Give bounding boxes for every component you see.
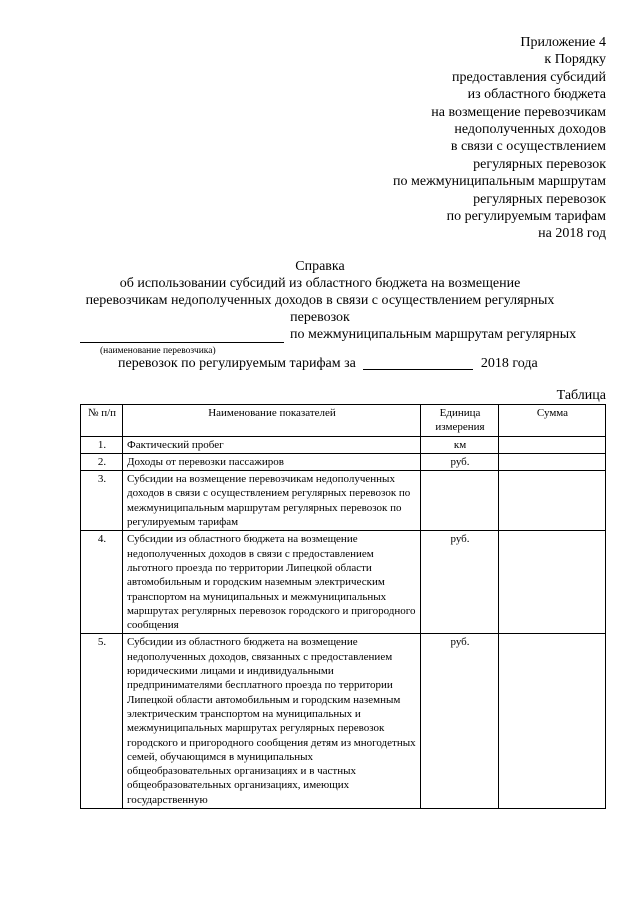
- carrier-line-text: по межмуниципальным маршрутам регулярных: [290, 327, 577, 342]
- appendix-line: из областного бюджета: [467, 87, 606, 103]
- row-name: Субсидии из областного бюджета на возмещение недополученных доходов, связанных с предоставлением юридическими лицами и индивидуальными предпринимателями бесплатного проезда по территории Липецкой области автомобильным и городским наземным электрическим транспортом на муниципальных и межмуниципальных маршрутах регулярных перевозок городского и пригородного сообщения детям из многодетных семей, обучающимся в муниципальных общеобразовательных организациях и в частных общеобразовательных организациях, имеющих государственную: [123, 634, 421, 809]
- indicators-table: [80, 404, 606, 809]
- appendix-line: регулярных перевозок: [473, 156, 606, 172]
- row-sum: [499, 531, 606, 634]
- row-num: 1.: [81, 436, 123, 453]
- appendix-line: на 2018 год: [538, 226, 606, 242]
- row-name: Фактический пробег: [123, 436, 421, 453]
- row-unit: руб.: [421, 453, 499, 470]
- carrier-name-blank[interactable]: [80, 328, 284, 343]
- row-num: 4.: [81, 531, 123, 634]
- row-num: 3.: [81, 471, 123, 531]
- table-row: [81, 634, 606, 809]
- header-name: Наименование показателей: [123, 405, 421, 437]
- title-line: об использовании субсидий из областного бюджета на возмещение: [119, 276, 521, 291]
- table-row: [81, 471, 606, 531]
- period-suffix: 2018 года: [480, 356, 538, 371]
- row-num: 5.: [81, 634, 123, 809]
- appendix-line: недополученных доходов: [454, 122, 606, 138]
- table-row: [81, 531, 606, 634]
- table-row: [81, 436, 606, 453]
- header-unit: Единица измерения: [421, 405, 499, 437]
- row-unit: [421, 471, 499, 531]
- row-num: 2.: [81, 453, 123, 470]
- appendix-line: Приложение 4: [520, 35, 606, 50]
- page-bottom-margin: [0, 860, 640, 905]
- header-num: № п/п: [81, 405, 123, 437]
- document-title: [0, 258, 640, 326]
- table-caption: Таблица: [556, 388, 606, 403]
- row-sum: [499, 453, 606, 470]
- row-sum: [499, 436, 606, 453]
- row-sum: [499, 471, 606, 531]
- carrier-caption: (наименование перевозчика): [100, 346, 216, 356]
- appendix-line: по межмуниципальным маршрутам: [393, 174, 606, 190]
- title-line: перевозчикам недополученных доходов в связи с осуществлением регулярных: [85, 293, 555, 308]
- row-sum: [499, 634, 606, 809]
- appendix-line: предоставления субсидий: [451, 69, 606, 85]
- row-name: Доходы от перевозки пассажиров: [123, 453, 421, 470]
- appendix-line: регулярных перевозок: [473, 191, 606, 207]
- appendix-line: к Порядку: [544, 52, 606, 68]
- row-unit: руб.: [421, 531, 499, 634]
- appendix-line: в связи с осуществлением: [450, 139, 606, 155]
- row-unit: км: [421, 436, 499, 453]
- period-line: [118, 356, 538, 372]
- table-row: [81, 453, 606, 470]
- header-sum: Сумма: [499, 405, 606, 437]
- period-blank[interactable]: [363, 356, 473, 370]
- period-prefix: перевозок по регулируемым тарифам за: [118, 356, 356, 371]
- appendix-line: по регулируемым тарифам: [446, 209, 606, 225]
- row-unit: руб.: [421, 634, 499, 809]
- appendix-header: [393, 34, 606, 243]
- row-name: Субсидии на возмещение перевозчикам недополученных доходов в связи с осуществлением регулярных перевозок по межмуниципальным маршрутам регулярных перевозок по регулируемым тарифам: [123, 471, 421, 531]
- row-name: Субсидии из областного бюджета на возмещение недополученных доходов в связи с предоставлением льготного проезда по территории Липецкой области автомобильным и городским наземным электрическим транспортом на муниципальных и межмуниципальных маршрутах регулярных перевозок городского и пригородного сообщения: [123, 531, 421, 634]
- title-line: перевозок: [290, 310, 350, 325]
- table-header-row: [81, 405, 606, 437]
- appendix-line: на возмещение перевозчикам: [431, 104, 606, 120]
- title-heading: Справка: [295, 259, 345, 274]
